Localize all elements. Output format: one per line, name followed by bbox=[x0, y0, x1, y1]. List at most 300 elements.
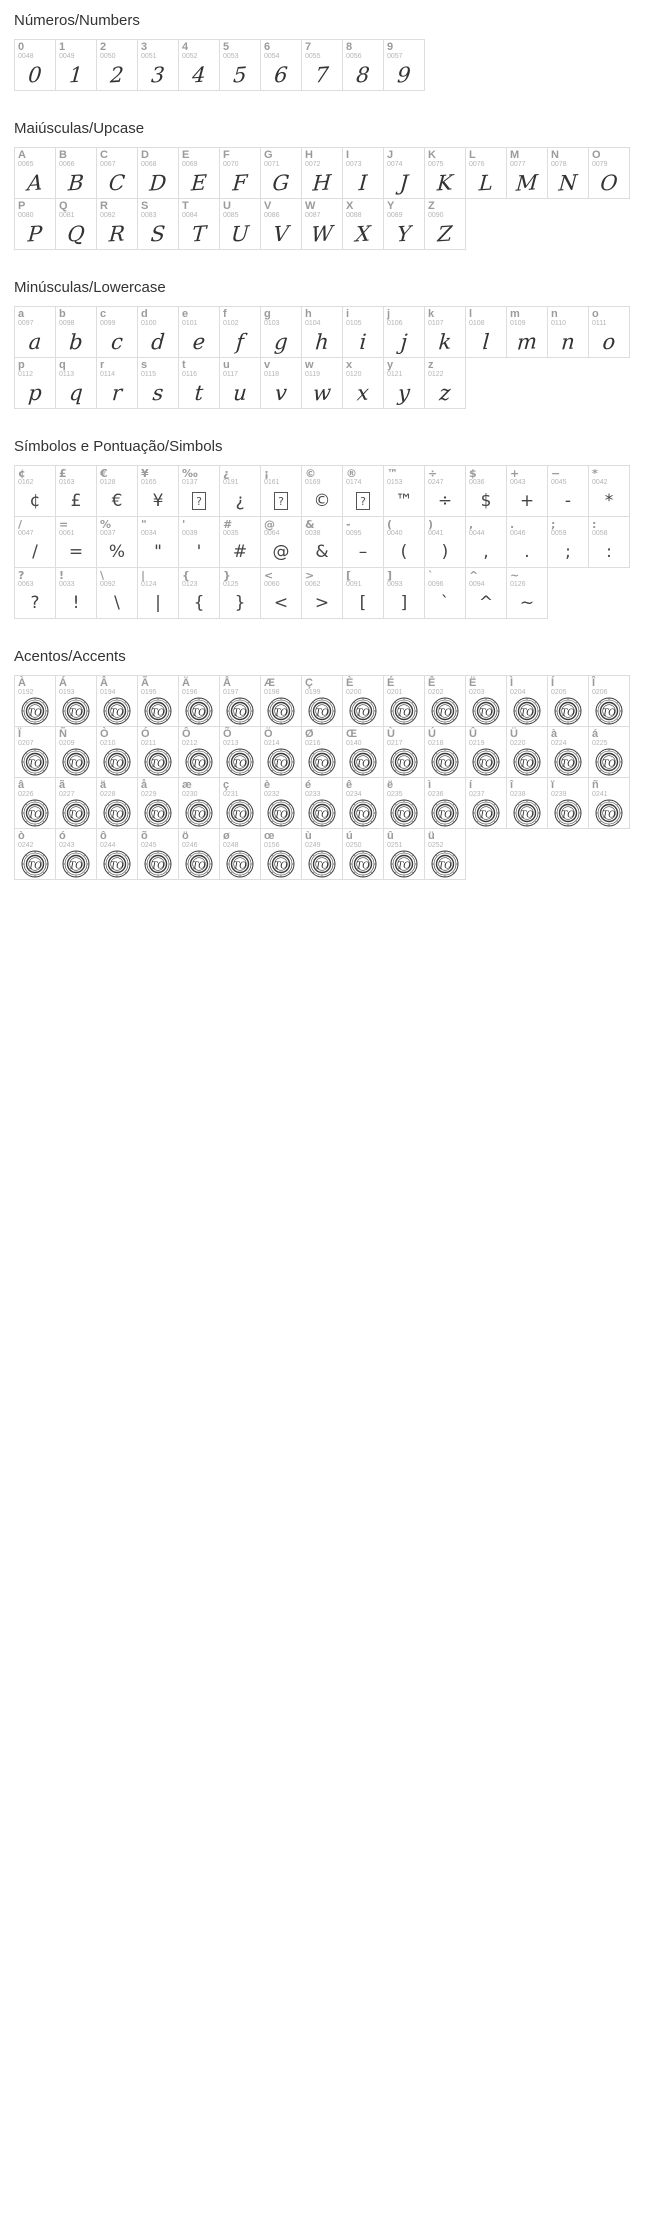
glyph-char-label: Ü bbox=[510, 728, 518, 740]
glyph-cell[interactable] bbox=[260, 357, 302, 409]
glyph-preview bbox=[138, 847, 178, 880]
glyph-preview bbox=[56, 694, 96, 727]
svg-text:TO: TO bbox=[438, 759, 452, 770]
glyph-cell[interactable] bbox=[383, 306, 425, 358]
glyph-cell[interactable] bbox=[465, 516, 507, 568]
glyph-char-label: > bbox=[305, 569, 315, 582]
glyph-cell[interactable] bbox=[219, 567, 261, 619]
glyph-cell[interactable] bbox=[219, 39, 261, 91]
glyph-char-label: W bbox=[305, 200, 316, 212]
glyph-char-label: 7 bbox=[305, 41, 312, 53]
glyph-cell[interactable] bbox=[506, 465, 548, 517]
seal-icon bbox=[431, 748, 459, 776]
glyph-cell[interactable] bbox=[547, 147, 589, 199]
glyph-char-label: ‰ bbox=[182, 467, 198, 480]
glyph-char-label: ë bbox=[387, 779, 394, 791]
glyph-cell[interactable] bbox=[465, 777, 507, 829]
seal-icon bbox=[554, 697, 582, 725]
glyph-preview bbox=[179, 694, 219, 727]
glyph-preview: H bbox=[311, 170, 333, 196]
svg-text:TO: TO bbox=[520, 708, 534, 719]
glyph-code-label: 0211 bbox=[141, 740, 157, 747]
glyph-preview bbox=[261, 745, 301, 778]
glyph-cell[interactable] bbox=[547, 516, 589, 568]
seal-icon bbox=[349, 697, 377, 725]
section-title: Símbolos e Pontuação/Simbols bbox=[14, 438, 223, 455]
glyph-cell[interactable] bbox=[219, 675, 261, 727]
glyph-preview: Z bbox=[436, 221, 454, 247]
glyph-code-label: 0077 bbox=[510, 161, 526, 168]
glyph-cell[interactable] bbox=[137, 726, 179, 778]
glyph-preview: i bbox=[358, 329, 368, 355]
glyph-cell[interactable] bbox=[14, 147, 56, 199]
glyph-cell[interactable] bbox=[219, 726, 261, 778]
glyph-code-label: 0035 bbox=[223, 530, 239, 537]
glyph-code-label: 0128 bbox=[100, 479, 116, 486]
glyph-cell[interactable] bbox=[547, 306, 589, 358]
glyph-cell[interactable] bbox=[96, 675, 138, 727]
glyph-cell[interactable] bbox=[96, 567, 138, 619]
glyph-cell[interactable] bbox=[260, 726, 302, 778]
glyph-cell[interactable] bbox=[260, 828, 302, 880]
svg-text:TO: TO bbox=[192, 759, 206, 770]
glyph-cell[interactable] bbox=[301, 357, 343, 409]
glyph-cell[interactable] bbox=[547, 726, 589, 778]
seal-icon bbox=[349, 799, 377, 827]
glyph-char-label: Ç bbox=[305, 677, 313, 689]
glyph-cell[interactable] bbox=[55, 198, 97, 250]
glyph-cell[interactable] bbox=[342, 675, 384, 727]
seal-icon bbox=[21, 697, 49, 725]
seal-icon bbox=[103, 697, 131, 725]
glyph-cell[interactable] bbox=[178, 726, 220, 778]
glyph-code-label: 0156 bbox=[264, 842, 280, 849]
glyph-char-label: © bbox=[305, 467, 316, 480]
glyph-cell[interactable] bbox=[260, 516, 302, 568]
glyph-char-label: ' bbox=[182, 518, 186, 531]
glyph-cell[interactable] bbox=[383, 39, 425, 91]
glyph-cell[interactable] bbox=[178, 516, 220, 568]
glyph-char-label: € bbox=[100, 467, 108, 480]
glyph-char-label: n bbox=[551, 308, 558, 320]
glyph-cell[interactable] bbox=[301, 147, 343, 199]
seal-icon bbox=[595, 697, 623, 725]
glyph-cell[interactable] bbox=[219, 357, 261, 409]
glyph-cell[interactable] bbox=[301, 39, 343, 91]
glyph-preview: & bbox=[315, 542, 329, 562]
glyph-cell[interactable] bbox=[55, 306, 97, 358]
glyph-cell[interactable] bbox=[383, 675, 425, 727]
glyph-cell[interactable] bbox=[137, 516, 179, 568]
glyph-preview: a bbox=[27, 329, 43, 355]
glyph-code-label: 0040 bbox=[387, 530, 403, 537]
glyph-code-label: 0228 bbox=[100, 791, 116, 798]
glyph-cell[interactable] bbox=[465, 567, 507, 619]
glyph-cell[interactable] bbox=[219, 828, 261, 880]
glyph-cell[interactable] bbox=[96, 516, 138, 568]
glyph-preview: € bbox=[111, 491, 123, 511]
glyph-preview: . bbox=[524, 542, 530, 562]
glyph-cell[interactable] bbox=[14, 39, 56, 91]
glyph-cell[interactable] bbox=[137, 777, 179, 829]
glyph-cell[interactable] bbox=[96, 39, 138, 91]
glyph-cell[interactable] bbox=[424, 516, 466, 568]
glyph-cell[interactable] bbox=[301, 726, 343, 778]
glyph-code-label: 0163 bbox=[59, 479, 75, 486]
glyph-cell[interactable] bbox=[55, 465, 97, 517]
glyph-preview: T bbox=[191, 221, 207, 247]
glyph-preview bbox=[425, 847, 465, 880]
svg-text:TO: TO bbox=[315, 861, 329, 872]
glyph-char-label: N bbox=[551, 149, 559, 161]
glyph-char-label: ¢ bbox=[18, 467, 26, 480]
glyph-cell[interactable] bbox=[219, 516, 261, 568]
glyph-cell[interactable] bbox=[342, 198, 384, 250]
glyph-cell[interactable] bbox=[14, 675, 56, 727]
glyph-cell[interactable] bbox=[96, 357, 138, 409]
glyph-cell[interactable] bbox=[424, 567, 466, 619]
glyph-cell[interactable] bbox=[55, 357, 97, 409]
glyph-cell[interactable] bbox=[55, 777, 97, 829]
svg-text:TO: TO bbox=[274, 810, 288, 821]
glyph-char-label: O bbox=[592, 149, 601, 161]
glyph-char-label: t bbox=[182, 359, 186, 371]
glyph-cell[interactable] bbox=[55, 567, 97, 619]
glyph-cell[interactable] bbox=[383, 726, 425, 778]
glyph-cell[interactable] bbox=[178, 147, 220, 199]
glyph-cell[interactable] bbox=[219, 198, 261, 250]
seal-icon bbox=[431, 799, 459, 827]
glyph-cell[interactable] bbox=[383, 198, 425, 250]
glyph-preview bbox=[548, 694, 588, 727]
glyph-cell[interactable] bbox=[260, 567, 302, 619]
missing-glyph-box: ? bbox=[192, 492, 206, 510]
glyph-code-label: 0050 bbox=[100, 53, 116, 60]
glyph-char-label: Ò bbox=[100, 728, 109, 740]
glyph-cell[interactable] bbox=[424, 777, 466, 829]
glyph-code-label: 0090 bbox=[428, 212, 444, 219]
glyph-cell[interactable] bbox=[178, 198, 220, 250]
glyph-code-label: 0192 bbox=[18, 689, 34, 696]
glyph-preview: ^ bbox=[478, 593, 494, 613]
glyph-cell[interactable] bbox=[301, 828, 343, 880]
glyph-cell[interactable] bbox=[178, 306, 220, 358]
svg-text:TO: TO bbox=[28, 708, 42, 719]
glyph-char-label: 5 bbox=[223, 41, 230, 53]
glyph-char-label: / bbox=[18, 518, 23, 531]
glyph-cell[interactable] bbox=[137, 465, 179, 517]
glyph-code-label: 0121 bbox=[387, 371, 403, 378]
glyph-preview bbox=[138, 796, 178, 829]
glyph-cell[interactable] bbox=[55, 516, 97, 568]
glyph-code-label: 0140 bbox=[346, 740, 362, 747]
glyph-code-label: 0087 bbox=[305, 212, 321, 219]
glyph-cell[interactable] bbox=[14, 465, 56, 517]
glyph-cell[interactable] bbox=[14, 198, 56, 250]
glyph-cell[interactable] bbox=[260, 39, 302, 91]
svg-text:TO: TO bbox=[561, 810, 575, 821]
glyph-preview: ? bbox=[30, 593, 40, 613]
glyph-cell[interactable] bbox=[14, 777, 56, 829]
glyph-char-label: u bbox=[223, 359, 230, 371]
glyph-cell[interactable] bbox=[588, 675, 630, 727]
glyph-code-label: 0227 bbox=[59, 791, 75, 798]
glyph-cell[interactable] bbox=[465, 465, 507, 517]
glyph-cell[interactable] bbox=[383, 147, 425, 199]
glyph-char-label: i bbox=[346, 308, 350, 320]
glyph-code-label: 0233 bbox=[305, 791, 321, 798]
glyph-code-label: 0076 bbox=[469, 161, 485, 168]
glyph-cell[interactable] bbox=[260, 465, 302, 517]
glyph-cell[interactable] bbox=[55, 726, 97, 778]
glyph-char-label: Ë bbox=[469, 677, 477, 689]
glyph-cell[interactable] bbox=[301, 777, 343, 829]
glyph-cell[interactable] bbox=[14, 516, 56, 568]
glyph-cell[interactable] bbox=[301, 516, 343, 568]
glyph-cell[interactable] bbox=[383, 828, 425, 880]
glyph-cell[interactable] bbox=[178, 777, 220, 829]
glyph-cell[interactable] bbox=[219, 147, 261, 199]
glyph-cell[interactable] bbox=[383, 516, 425, 568]
glyph-cell[interactable] bbox=[506, 675, 548, 727]
glyph-cell[interactable] bbox=[96, 777, 138, 829]
glyph-cell[interactable] bbox=[96, 726, 138, 778]
svg-text:TO: TO bbox=[602, 810, 616, 821]
glyph-cell[interactable] bbox=[178, 39, 220, 91]
glyph-cell[interactable] bbox=[55, 828, 97, 880]
glyph-cell[interactable] bbox=[14, 828, 56, 880]
glyph-cell[interactable] bbox=[342, 357, 384, 409]
glyph-cell[interactable] bbox=[383, 465, 425, 517]
glyph-cell[interactable] bbox=[424, 306, 466, 358]
glyph-preview: # bbox=[232, 542, 248, 562]
glyph-cell[interactable] bbox=[465, 726, 507, 778]
glyph-char-label: A bbox=[18, 149, 26, 161]
glyph-char-label: 0 bbox=[18, 41, 25, 53]
glyph-cell[interactable] bbox=[178, 828, 220, 880]
glyph-cell[interactable] bbox=[342, 567, 384, 619]
glyph-cell[interactable] bbox=[219, 777, 261, 829]
glyph-cell[interactable] bbox=[301, 675, 343, 727]
glyph-code-label: 0089 bbox=[387, 212, 403, 219]
glyph-char-label: − bbox=[551, 467, 561, 480]
glyph-cell[interactable] bbox=[506, 147, 548, 199]
glyph-cell[interactable] bbox=[465, 675, 507, 727]
glyph-cell[interactable] bbox=[55, 675, 97, 727]
glyph-preview: 7 bbox=[314, 62, 330, 88]
glyph-cell[interactable] bbox=[301, 306, 343, 358]
glyph-code-label: 0054 bbox=[264, 53, 280, 60]
glyph-preview: = bbox=[68, 542, 84, 562]
glyph-preview: P bbox=[27, 221, 43, 247]
seal-icon bbox=[62, 850, 90, 878]
glyph-cell[interactable] bbox=[96, 306, 138, 358]
glyph-cell[interactable] bbox=[260, 675, 302, 727]
glyph-cell[interactable] bbox=[137, 198, 179, 250]
glyph-cell[interactable] bbox=[342, 306, 384, 358]
seal-icon bbox=[308, 748, 336, 776]
glyph-char-label: V bbox=[264, 200, 272, 212]
glyph-cell[interactable] bbox=[301, 567, 343, 619]
glyph-cell[interactable] bbox=[178, 357, 220, 409]
glyph-char-label: x bbox=[346, 359, 353, 371]
glyph-cell[interactable] bbox=[14, 306, 56, 358]
glyph-cell[interactable] bbox=[506, 306, 548, 358]
glyph-preview: s bbox=[151, 380, 165, 406]
glyph-cell[interactable] bbox=[137, 567, 179, 619]
glyph-cell[interactable] bbox=[547, 777, 589, 829]
glyph-cell[interactable] bbox=[260, 777, 302, 829]
glyph-cell[interactable] bbox=[342, 465, 384, 517]
glyph-cell[interactable] bbox=[260, 198, 302, 250]
glyph-cell[interactable] bbox=[383, 567, 425, 619]
glyph-cell[interactable] bbox=[260, 306, 302, 358]
glyph-cell[interactable] bbox=[465, 306, 507, 358]
glyph-code-label: 0238 bbox=[510, 791, 526, 798]
glyph-code-label: 0195 bbox=[141, 689, 157, 696]
glyph-preview bbox=[466, 694, 506, 727]
glyph-code-label: 0070 bbox=[223, 161, 239, 168]
glyph-cell[interactable] bbox=[55, 147, 97, 199]
glyph-cell[interactable] bbox=[383, 777, 425, 829]
glyph-cell[interactable] bbox=[137, 306, 179, 358]
glyph-cell[interactable] bbox=[137, 357, 179, 409]
seal-icon bbox=[595, 748, 623, 776]
seal-icon bbox=[103, 850, 131, 878]
glyph-cell[interactable] bbox=[588, 516, 630, 568]
glyph-char-label: k bbox=[428, 308, 435, 320]
glyph-cell[interactable] bbox=[506, 567, 548, 619]
glyph-cell[interactable] bbox=[547, 675, 589, 727]
glyph-code-label: 0094 bbox=[469, 581, 485, 588]
svg-text:TO: TO bbox=[28, 759, 42, 770]
glyph-code-label: 0123 bbox=[182, 581, 198, 588]
glyph-cell[interactable] bbox=[547, 465, 589, 517]
glyph-char-label: . bbox=[510, 518, 515, 531]
glyph-cell[interactable] bbox=[178, 567, 220, 619]
glyph-cell[interactable] bbox=[137, 39, 179, 91]
glyph-cell[interactable] bbox=[342, 726, 384, 778]
glyph-cell[interactable] bbox=[424, 726, 466, 778]
glyph-cell[interactable] bbox=[55, 39, 97, 91]
glyph-char-label: ó bbox=[59, 830, 66, 842]
glyph-code-label: 0037 bbox=[100, 530, 116, 537]
glyph-char-label: B bbox=[59, 149, 67, 161]
glyph-char-label: Ï bbox=[18, 728, 22, 740]
glyph-char-label: ) bbox=[428, 518, 434, 531]
glyph-char-label: H bbox=[305, 149, 313, 161]
glyph-cell[interactable] bbox=[424, 828, 466, 880]
glyph-cell[interactable] bbox=[588, 147, 630, 199]
glyph-char-label: Å bbox=[223, 677, 231, 689]
svg-text:TO: TO bbox=[233, 759, 247, 770]
glyph-code-label: 0095 bbox=[346, 530, 362, 537]
glyph-cell[interactable] bbox=[424, 465, 466, 517]
glyph-char-label: È bbox=[346, 677, 354, 689]
glyph-cell[interactable] bbox=[342, 147, 384, 199]
glyph-cell[interactable] bbox=[465, 147, 507, 199]
glyph-preview bbox=[507, 694, 547, 727]
glyph-cell[interactable] bbox=[137, 828, 179, 880]
glyph-code-label: 0097 bbox=[18, 320, 34, 327]
glyph-code-label: 0234 bbox=[346, 791, 362, 798]
section-title: Minúsculas/Lowercase bbox=[14, 279, 166, 296]
glyph-cell[interactable] bbox=[424, 147, 466, 199]
glyph-cell[interactable] bbox=[424, 198, 466, 250]
glyph-char-label: 9 bbox=[387, 41, 394, 53]
glyph-cell[interactable] bbox=[342, 39, 384, 91]
glyph-cell[interactable] bbox=[14, 567, 56, 619]
glyph-cell[interactable] bbox=[219, 465, 261, 517]
svg-text:TO: TO bbox=[110, 708, 124, 719]
glyph-cell[interactable] bbox=[178, 675, 220, 727]
glyph-cell[interactable] bbox=[137, 147, 179, 199]
seal-icon bbox=[390, 850, 418, 878]
glyph-preview: " bbox=[154, 542, 162, 562]
glyph-cell[interactable] bbox=[260, 147, 302, 199]
glyph-preview bbox=[15, 796, 55, 829]
glyph-cell[interactable] bbox=[424, 357, 466, 409]
glyph-preview bbox=[302, 847, 342, 880]
glyph-cell[interactable] bbox=[96, 828, 138, 880]
glyph-cell[interactable] bbox=[137, 675, 179, 727]
glyph-cell[interactable] bbox=[96, 465, 138, 517]
seal-icon bbox=[226, 850, 254, 878]
glyph-cell[interactable] bbox=[588, 306, 630, 358]
glyph-code-label: 0052 bbox=[182, 53, 198, 60]
svg-text:TO: TO bbox=[356, 861, 370, 872]
glyph-cell[interactable] bbox=[14, 726, 56, 778]
glyph-grid bbox=[0, 147, 647, 249]
glyph-cell[interactable] bbox=[301, 198, 343, 250]
glyph-cell[interactable] bbox=[506, 516, 548, 568]
seal-icon bbox=[431, 850, 459, 878]
glyph-code-label: 0126 bbox=[510, 581, 526, 588]
glyph-char-label: ò bbox=[18, 830, 25, 842]
glyph-code-label: 0062 bbox=[305, 581, 321, 588]
glyph-char-label: [ bbox=[346, 569, 352, 582]
glyph-preview bbox=[179, 484, 219, 517]
glyph-cell[interactable] bbox=[506, 726, 548, 778]
glyph-preview bbox=[589, 694, 629, 727]
glyph-code-label: 0058 bbox=[592, 530, 608, 537]
seal-icon bbox=[103, 799, 131, 827]
glyph-cell[interactable] bbox=[588, 465, 630, 517]
glyph-cell[interactable] bbox=[424, 675, 466, 727]
glyph-cell[interactable] bbox=[301, 465, 343, 517]
glyph-cell[interactable] bbox=[14, 357, 56, 409]
svg-text:TO: TO bbox=[28, 861, 42, 872]
glyph-cell[interactable] bbox=[342, 516, 384, 568]
glyph-cell[interactable] bbox=[588, 777, 630, 829]
glyph-cell[interactable] bbox=[96, 147, 138, 199]
seal-icon bbox=[513, 697, 541, 725]
svg-text:TO: TO bbox=[479, 708, 493, 719]
glyph-code-label: 0053 bbox=[223, 53, 239, 60]
glyph-cell[interactable] bbox=[96, 198, 138, 250]
glyph-char-label: \ bbox=[100, 569, 105, 582]
glyph-cell[interactable] bbox=[219, 306, 261, 358]
glyph-cell[interactable] bbox=[342, 777, 384, 829]
glyph-cell[interactable] bbox=[178, 465, 220, 517]
glyph-cell[interactable] bbox=[588, 726, 630, 778]
glyph-cell[interactable] bbox=[506, 777, 548, 829]
seal-icon bbox=[390, 748, 418, 776]
glyph-preview: r bbox=[111, 380, 123, 406]
seal-icon bbox=[144, 697, 172, 725]
glyph-cell[interactable] bbox=[383, 357, 425, 409]
glyph-cell[interactable] bbox=[342, 828, 384, 880]
